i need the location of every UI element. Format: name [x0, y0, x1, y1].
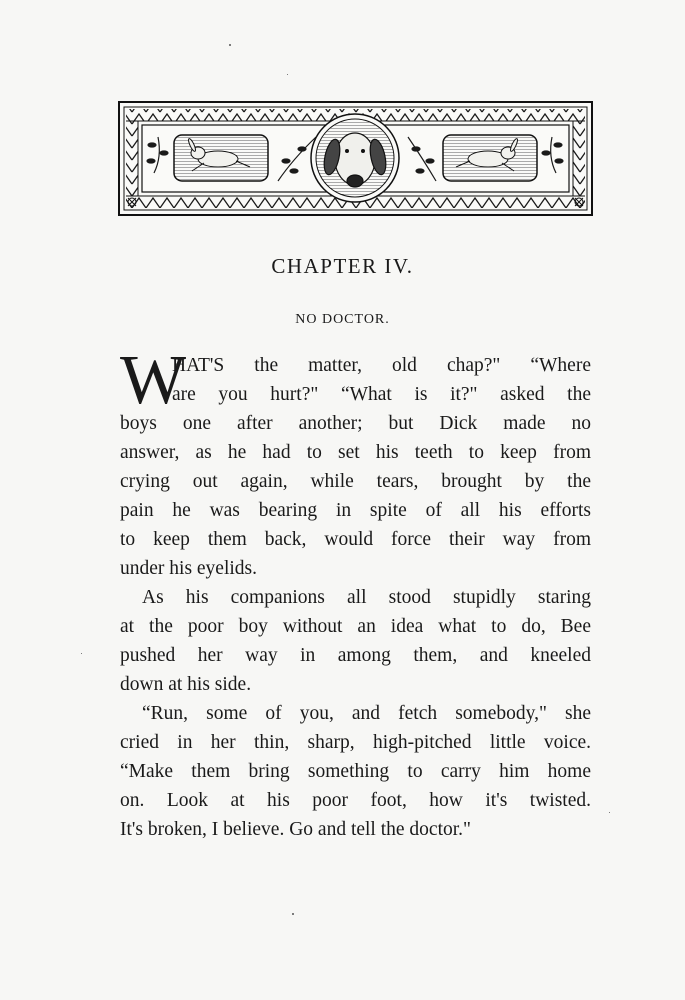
drop-cap: W: [120, 342, 187, 419]
paper-speck: [229, 44, 231, 46]
paper-speck: [81, 653, 82, 654]
text-line: on. Look at his poor foot, how it's twisted.: [120, 790, 591, 811]
text-line: “Run, some of you, and fetch somebody," she: [142, 703, 591, 724]
paper-speck: [292, 913, 294, 915]
text-line: cried in her thin, sharp, high-pitched little voice.: [120, 732, 591, 753]
text-line: crying out again, while tears, brought by the: [120, 471, 591, 492]
body-text: [120, 342, 591, 844]
text-line: to keep them back, would force their way from: [120, 529, 591, 550]
text-line: pain he was bearing in spite of all his efforts: [120, 500, 591, 521]
chapter-title: CHAPTER IV.: [271, 254, 414, 278]
text-line: down at his side.: [120, 674, 252, 695]
ornamental-headpiece: [118, 101, 593, 216]
text-line: are you hurt?" “What is it?" asked the: [172, 384, 591, 405]
text-line: answer, as he had to set his teeth to keep from: [120, 442, 591, 463]
text-line: As his companions all stood stupidly staring: [142, 587, 591, 608]
text-line: It's broken, I believe. Go and tell the doctor.": [120, 819, 471, 840]
text-line: HAT'S the matter, old chap?" “Where: [172, 355, 591, 376]
paper-speck: [287, 74, 288, 75]
text-line: under his eyelids.: [120, 558, 258, 579]
text-line: pushed her way in among them, and kneeled: [120, 645, 591, 666]
text-line: boys one after another; but Dick made no: [120, 413, 591, 434]
chapter-subtitle: NO DOCTOR.: [295, 312, 390, 327]
text-line: at the poor boy without an idea what to do, Bee: [120, 616, 591, 637]
paper-speck: [609, 812, 610, 813]
text-line: “Make them bring something to carry him home: [120, 761, 591, 782]
